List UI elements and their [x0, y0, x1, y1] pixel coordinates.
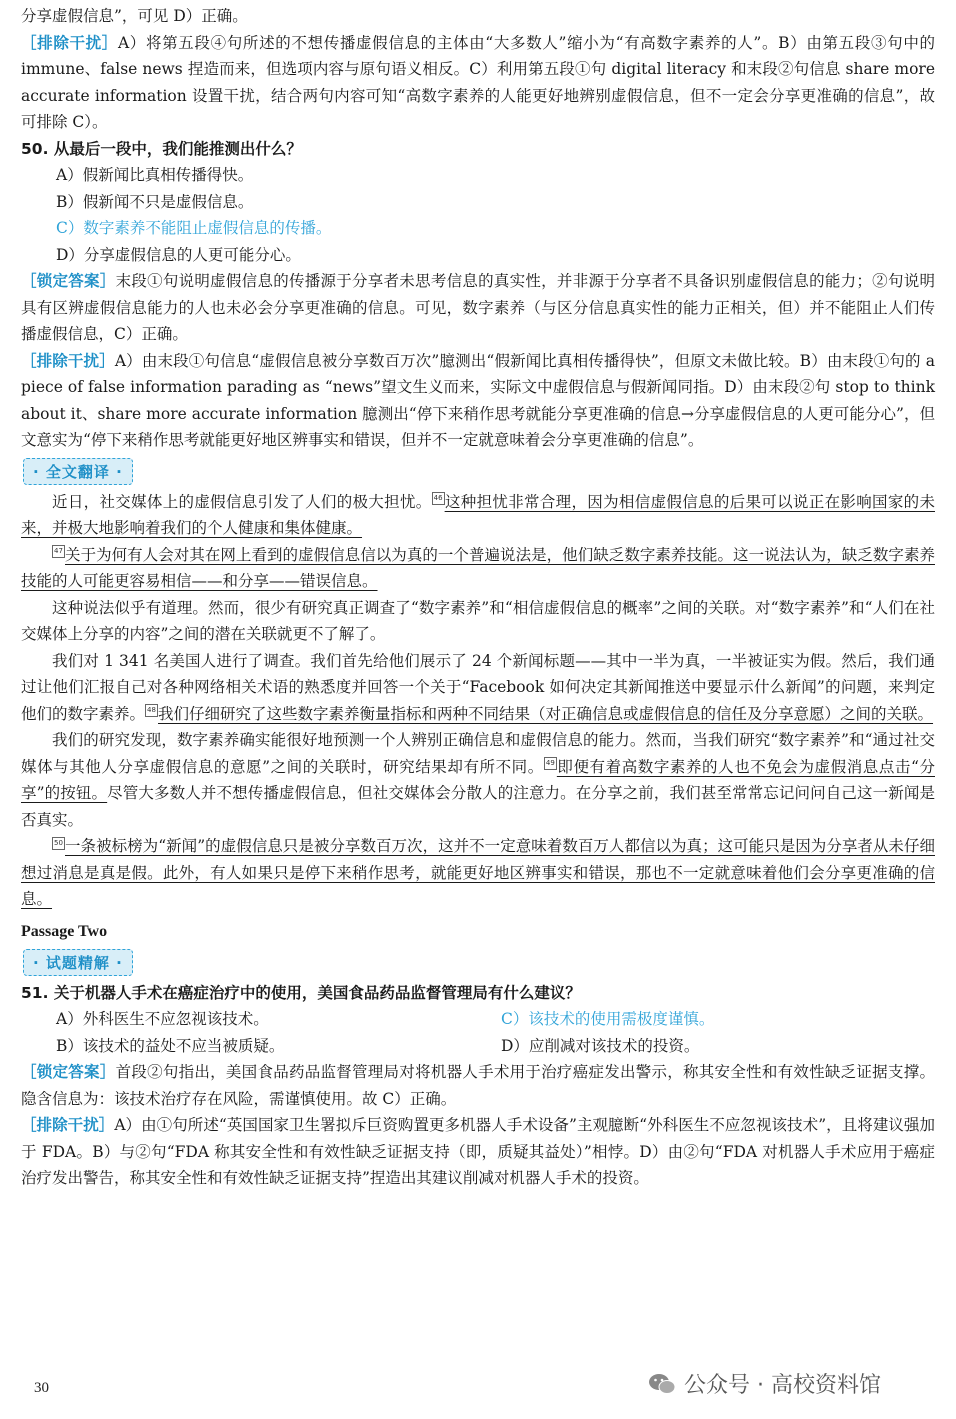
exclude-tag: ［排除干扰］ [21, 1116, 115, 1134]
underlined-text: 即便有着高数字素养的人也不免会为虚假消息点击“分享”的按钮。 [21, 757, 935, 802]
underlined-text: 一条被标榜为“新闻”的虚假信息只是被分享数百万次，这并不一定意味着数百万人都信以为真；这可能只是因为分享者从未仔细想过消息是真是假。此外，有人如果只是停下来稍作思考，就能更好地区辨事实和错误，那也不一定就意味着他们会分享更准确的信息。 [21, 837, 935, 908]
exclude-text: A）将第五段④句所述的不想传播虚假信息的主体由“大多数人”缩小为“有高数字素养的人”。B）由第五段③句中的 immune、false news 捏造而来，但选项内容与原句语义相反。C）利用第五段①句 digital literacy 和末段②句信息 share more accurate information 设置干扰，结合两句内容可知“高数字素养的人能更好地辨别虚假信息，但不一定会分享更准确的信息”，故可排除 C）。 [21, 33, 935, 131]
answer-text: 首段②句指出，美国食品药品监督管理局对将机器人手术用于治疗癌症发出警示，称其安全性和有效性缺乏证据支撑。隐含信息为：该技术治疗存在风险，需谨慎使用。故 C）正确。 [21, 1063, 935, 1108]
exclude-tag: ［排除干扰］ [21, 33, 118, 52]
translation-text: 尽管大多数人并不想传播虚假信息，但社交媒体会分散人的注意力。在分享之前，我们甚至常常忘记问问自己这一新闻是否真实。 [21, 784, 935, 829]
underlined-text: 关于为何有人会对其在网上看到的虚假信息信以为真的一个普遍说法是，他们缺乏数字素养技能。这一说法认为，缺乏数字素养技能的人可能更容易相信——和分享——错误信息。 [21, 545, 935, 590]
q51-option-d: D）应削减对该技术的投资。 [501, 1036, 700, 1055]
exclude-text: A）由①句所述“英国国家卫生署拟斥巨资购置更多机器人手术设备”主观臆断“外科医生不应忽视该技术”，且将建议强加于 FDA。B）与②句“FDA 称其安全性和有效性缺乏证据支持（即，质疑其益处）”相悖。D）由②句“FDA 对机器人手术应用于癌症治疗发出警告，称其安全性和有效性缺乏证据支持”捏造出其建议削减对机器人手术的投资。 [21, 1116, 935, 1187]
translation-paragraph-4 [21, 648, 935, 728]
q51-option-b: B）该技术的益处不应当被质疑。 [56, 1036, 285, 1055]
translation-paragraph-3: 这种说法似乎有道理。然而，很少有研究真正调查了“数字素养”和“相信虚假信息的概率”之间的关联。对“数字素养”和“人们在社交媒体上分享的内容”之间的潜在关联就更不了解了。 [21, 598, 935, 643]
question-marker-50: 50 [52, 837, 65, 850]
q51-answer-paragraph [21, 1059, 935, 1112]
q51-option-c-correct: C）该技术的使用需极度谨慎。 [501, 1010, 715, 1028]
q51-option-a: A）外科医生不应忽视该技术。 [56, 1010, 269, 1028]
translation-text: 我们对 1 341 名美国人进行了调查。我们首先给他们展示了 24 个新闻标题——其中一半为真，一半被证实为假。然后，我们通过让他们汇报自己对各种网络相关术语的熟悉度并回答一个关于“Facebook 如何决定其新闻推送中要显示什么新闻”的问题，来判定他们的数字素养。 [21, 651, 935, 723]
translation-paragraph-1 [21, 489, 935, 542]
passage-two-title: Passage Two [21, 922, 108, 940]
question-50: 50. 从最后一段中，我们能推测出什么？ [21, 139, 302, 158]
translation-paragraph-2 [21, 542, 935, 595]
q50-option-b: B）假新闻不只是虚假信息。 [56, 192, 254, 211]
page-content [21, 0, 935, 1192]
translation-text: 我们的研究发现，数字素养确实能很好地预测一个人辨别正确信息和虚假信息的能力。然而，当我们研究“数字素养”和“通过社交媒体与其他人分享虚假信息的意愿”之间的关联时，研究结果却有所不同。 [21, 731, 935, 776]
q51-exclude-paragraph [21, 1112, 935, 1192]
answer-text: 末段①句说明虚假信息的传播源于分享者未思考信息的真实性，并非源于分享者不具备识别虚假信息的能力；②句说明具有区辨虚假信息能力的人也未必会分享更准确的信息。可见，数字素养（与区分信息真实性的能力正相关，但）并不能阻止人们传播虚假信息，C）正确。 [21, 272, 935, 343]
translation-text: 近日，社交媒体上的虚假信息引发了人们的极大担忧。 [52, 492, 432, 511]
exclude-text: A）由末段①句信息“虚假信息被分享数百万次”臆测出“假新闻比真相传播得快”，但原文未做比较。B）由末段①句的 a piece of false information parading as “news”望文生义而来，实际文中虚假信息与假新闻同指。D）由末段②句 stop to think about it、share more accurate information 臆测出“停下来稍作思考就能分享更准确的信息→分享虚假信息的人更可能分心”，但文意实为“停下来稍作思考就能更好地区辨事实和错误，但并不一定就意味着会分享更准确的信息”。 [21, 351, 935, 449]
q50-option-c-correct: C）数字素养不能阻止虚假信息的传播。 [56, 219, 332, 237]
translation-paragraph-5 [21, 727, 935, 833]
q51-options-row-2 [21, 1033, 935, 1060]
section-full-translation: · 全文翻译 · [23, 458, 133, 485]
underlined-text: 我们仔细研究了这些数字素养衡量指标和两种不同结果（对正确信息或虚假信息的信任及分享意愿）之间的关联。 [158, 704, 934, 723]
q50-exclude-paragraph [21, 348, 935, 454]
question-51: 51. 关于机器人手术在癌症治疗中的使用，美国食品药品监督管理局有什么建议？ [21, 983, 581, 1002]
wechat-icon [648, 1372, 676, 1396]
section-question-analysis: · 试题精解 · [23, 949, 133, 976]
answer-tag: ［锁定答案］ [21, 272, 116, 290]
question-marker-46: 46 [432, 492, 445, 505]
page-number: 30 [34, 1380, 49, 1396]
translation-paragraph-6 [21, 833, 935, 913]
q50-answer-paragraph [21, 268, 935, 348]
q50-option-a: A）假新闻比真相传播得快。 [56, 166, 254, 184]
underlined-text: 这种担忧非常合理，因为相信虚假信息的后果可以说正在影响国家的未来，并极大地影响着我们的个人健康和集体健康。 [21, 492, 935, 537]
question-marker-49: 49 [544, 757, 557, 770]
watermark-text: 公众号 · 高校资料馆 [684, 1373, 881, 1398]
question-marker-47: 47 [52, 545, 65, 558]
top-line: 分享虚假信息”，可见 D）正确。 [21, 7, 248, 25]
exclude-tag: ［排除干扰］ [21, 351, 115, 370]
q50-option-d: D）分享虚假信息的人更可能分心。 [56, 245, 301, 264]
answer-tag: ［锁定答案］ [21, 1063, 116, 1081]
watermark [648, 1368, 881, 1399]
question-marker-48: 48 [145, 704, 158, 717]
top-exclude-paragraph [21, 30, 935, 136]
q51-options-row-1 [21, 1006, 935, 1033]
